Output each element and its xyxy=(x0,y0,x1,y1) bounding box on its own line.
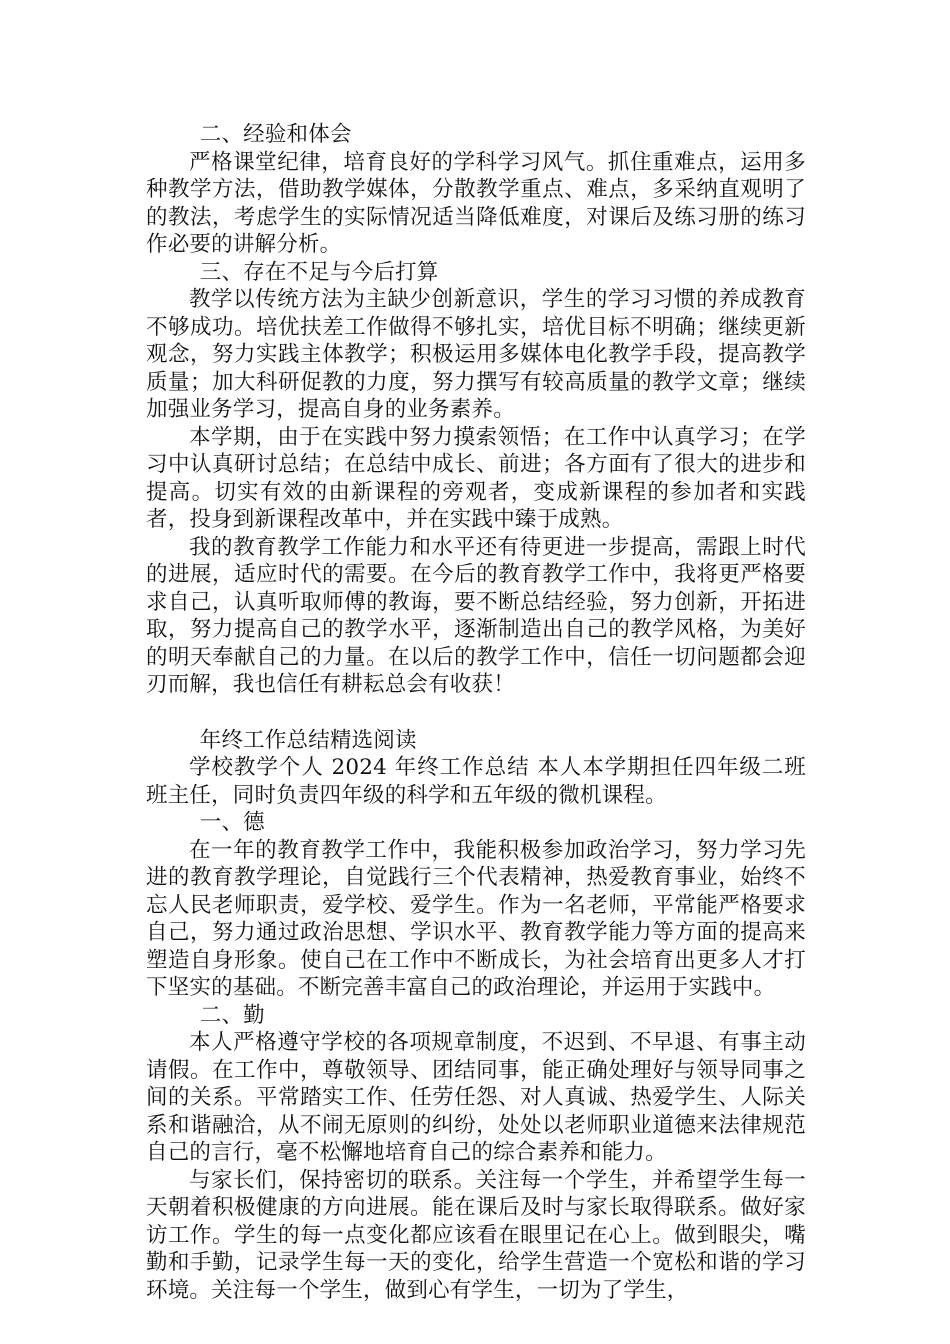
paragraph-morality: 在一年的教育教学工作中，我能积极参加政治学习，努力学习先进的教育教学理论，自觉践行三个代表精神，热爱教育事业，始终不忘人民老师职责，爱学校、爱学生。作为一名老师，平常能严格要求自己，努力通过政治思想、学识水平、教育教学能力等方面的提高来塑造自身形象。使自己在工作中不断成长，为社会培育出更多人才打下坚实的基础。不断完善丰富自己的政治理论，并运用于实践中。 xyxy=(146,837,806,1000)
section-heading-shortcomings: 三、存在不足与今后打算 xyxy=(199,259,439,285)
paragraph-intro: 学校教学个人 2024 年终工作总结 本人本学期担任四年级二班班主任，同时负责四年级的科学和五年级的微机课程。 xyxy=(146,755,806,808)
document-page xyxy=(146,121,806,1304)
section-heading-morality: 一、德 xyxy=(199,810,265,835)
paragraph-semester: 本学期，由于在实践中努力摸索领悟；在工作中认真学习；在学习中认真研讨总结；在总结中成长、前进；各方面有了很大的进步和提高。切实有效的由新课程的旁观者，变成新课程的参加者和实践者，投身到新课程改革中，并在实践中臻于成熟。 xyxy=(146,424,806,532)
article-title: 年终工作总结精选阅读 xyxy=(199,727,417,753)
paragraph-spacer xyxy=(146,699,806,727)
paragraph-outlook: 我的教育教学工作能力和水平还有待更进一步提高，需跟上时代的进展，适应时代的需要。在今后的教育教学工作中，我将更严格要求自己，认真听取师傅的教诲，要不断总结经验，努力创新，开拓进取，努力提高自己的教学水平，逐渐制造出自己的教学风格，为美好的明天奉献自己的力量。在以后的教学工作中，信任一切问题都会迎刃而解，我也信任有耕耘总会有收获！ xyxy=(146,534,806,697)
section-heading-diligence: 二、勤 xyxy=(199,1002,265,1028)
paragraph-parents: 与家长们，保持密切的联系。关注每一个学生，并希望学生每一天朝着积极健康的方向进展。能在课后及时与家长取得联系。做好家访工作。学生的每一点变化都应该看在眼里记在心上。做到眼尖，嘴勤和手勤，记录学生每一天的变化，给学生营造一个宽松和谐的学习环境。关注每一个学生，做到心有学生，一切为了学生， xyxy=(146,1167,806,1303)
section-heading-experience: 二、经验和体会 xyxy=(199,122,352,147)
paragraph-experience: 严格课堂纪律，培育良好的学科学习风气。抓住重难点，运用多种教学方法，借助教学媒体，分散教学重点、难点，多采纳直观明了的教法，考虑学生的实际情况适当降低难度，对课后及练习册的练习作必要的讲解分析。 xyxy=(146,149,806,257)
paragraph-shortcomings: 教学以传统方法为主缺少创新意识，学生的学习习惯的养成教育不够成功。培优扶差工作做得不够扎实，培优目标不明确；继续更新观念，努力实践主体教学；积极运用多媒体电化教学手段，提高教学质量；加大科研促教的力度，努力撰写有较高质量的教学文章；继续加强业务学习，提高自身的业务素养。 xyxy=(146,287,806,422)
paragraph-diligence: 本人严格遵守学校的各项规章制度，不迟到、不早退、有事主动请假。在工作中，尊敬领导、团结同事，能正确处理好与领导同事之间的关系。平常踏实工作、任劳任怨、对人真诚、热爱学生、人际关系和谐融洽，从不闹无原则的纠纷，处处以老师职业道德来法律规范自己的言行，毫不松懈地培育自己的综合素养和能力。 xyxy=(146,1030,806,1165)
